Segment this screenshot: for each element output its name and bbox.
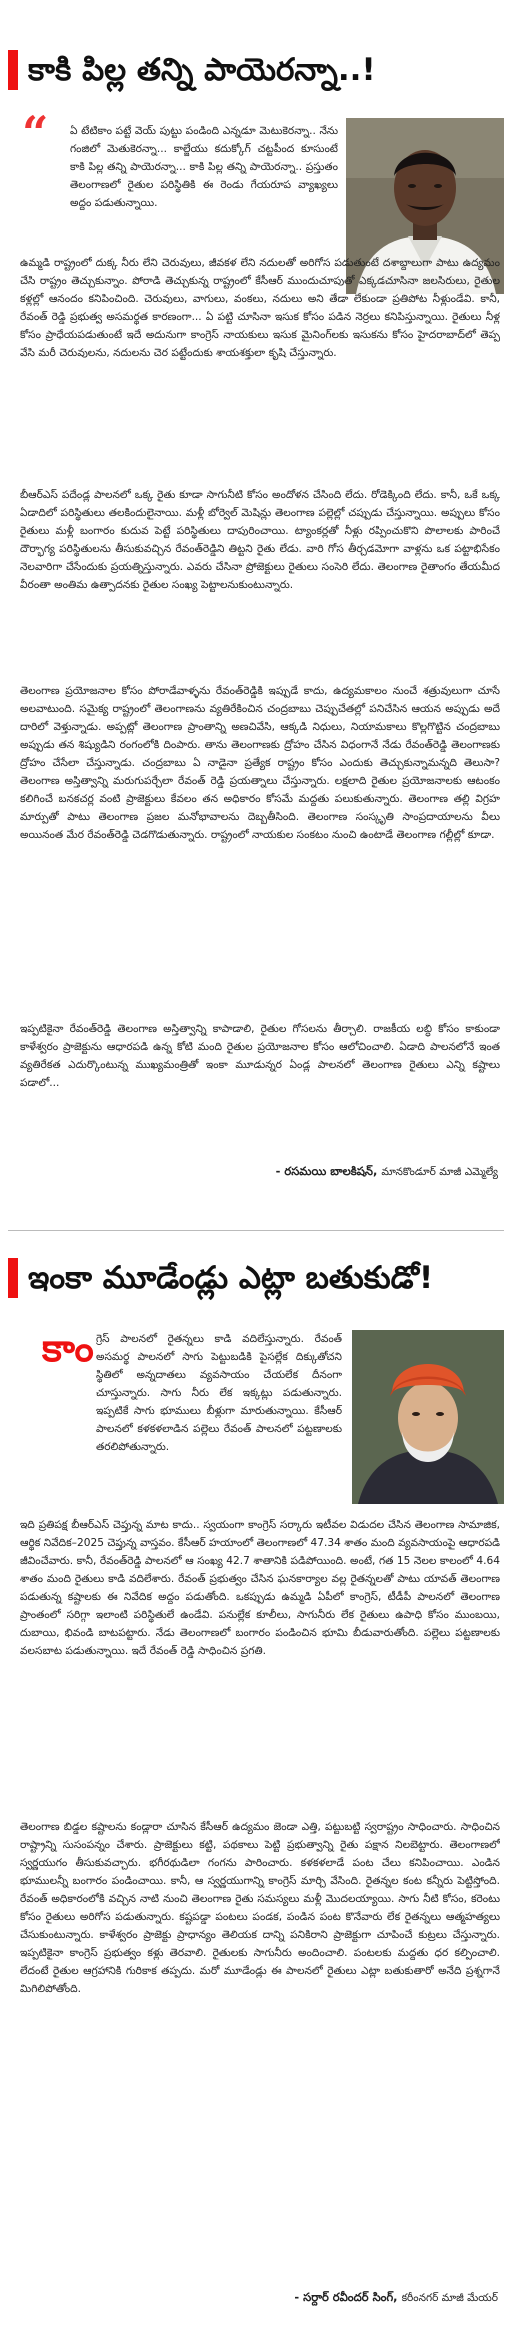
article-divider	[8, 1230, 504, 1231]
author-signature	[294, 2290, 498, 2307]
drop-cap: కాం	[42, 1326, 94, 1370]
headline-accent-bar	[8, 50, 18, 90]
headline-text: కాకి పిల్ల తన్ని పాయెరన్నా..!	[28, 52, 376, 88]
portrait-photo-icon	[352, 1330, 504, 1504]
article-paragraph: బీఆర్‌ఎస్ పదేండ్ల పాలనలో ఒక్క రైతు కూడా సాగునీటి కోసం అందోళన చేసింది లేదు. రోడెక్కింది లేదు. కానీ, ఒకే ఒక్క ఏడాదిలో పరిస్థితులు తలకిందులైనాయి. మళ్లీ బోర్వెల్ మెషిన్లు తెలంగాణ పల్లెల్లో చప్పుడు చేస్తున్నాయి. అప్పులు కోసం రైతులు మళ్లీ బంగారం కుదువ పెట్టే పరిస్థితులు దాపురించాయి. ట్యాంకర్లతో నీళ్లు రప్పించుకొని పొలాలకు పారించే దౌర్భాగ్య పరిస్థితులను తీసుకువచ్చిన రేవంత్‌రెడ్డిని తిట్టని రైతు లేడు. వారి గోస తీర్చడమోగా వాళ్లను ఒక పట్టాభిసేకం నెలవారిగా చేసేందుకు ప్రయత్నిస్తున్నారు. ఎవరు చేసినా ప్రోజెక్టులు రైతులు సంసెరి లేదు. తెలంగాణ రైతాంగం తేయమీద వీరంతా అంతిమ ఉత్పాదనకు రైతుల సంఖ్య పెట్టాలనుకుంటున్నారు.	[20, 489, 500, 591]
article-paragraph: ఇప్పటికైనా రేవంత్‌రెడ్డి తెలంగాణ అస్తిత్వాన్ని కాపాడాలి, రైతుల గోసలను తీర్చాలి. రాజకీయ లబ్ధి కోసం కాకుండా కాళేశ్వరం ప్రాజెక్టును ఆధారపడి ఉన్న కోటి మంది రైతుల ప్రయోజనాల కోసం ఆలోచించాలి. ఏడాది పాలనలోనే ఇంత వ్యతిరేకత ఎదుర్కొంటున్న ముఖ్యమంత్రితో ఇంకా మూడున్నర ఏండ్ల పాలనలో తెలంగాణ రైతులు ఎన్ని కష్టాలు పడాలో...	[20, 1023, 500, 1089]
opening-quote-mark: “	[22, 106, 49, 160]
headline-text: ఇంకా మూడేండ్లు ఎట్లా బతుకుడో!	[28, 1260, 434, 1296]
author-signature	[276, 1164, 498, 1181]
author-name: - సర్దార్ రవీందర్ సింగ్,	[294, 2290, 398, 2304]
article-headline	[8, 1256, 504, 1300]
article-headline	[8, 48, 504, 92]
author-role: కరీంనగర్ మాజీ మేయర్	[401, 2292, 498, 2304]
author-name: - రసమయి బాలకిషన్,	[275, 1164, 378, 1178]
headline-accent-bar	[8, 1258, 18, 1298]
article-intro: గ్రెస్ పాలనలో రైతన్నలు కాడి వదిలేస్తున్నారు. రేవంత్ అసమర్థ పాలనలో సాగు పెట్టుబడికి పైసల్లేక దిక్కుతోచని స్థితిలో అన్నదాతలు వ్యవసాయం చేయలేక దీనంగా చూస్తున్నారు. సాగు నీరు లేక ఇక్కట్లు పడుతున్నారు. ఇప్పటికే సాగు భూములు బీళ్లుగా మారుతున్నాయి. కేసీఆర్ పాలనలో కళకళలాడిన పల్లెలు రేవంత్ పాలనలో పట్టణాలకు తరలిపోతున్నారు.	[96, 1333, 342, 1453]
article-paragraph: తెలంగాణ బిడ్డల కష్టాలను కండ్లారా చూసిన కేసీఆర్ ఉద్యమం జెండా ఎత్తి, పట్టుబట్టి స్వరాష్ట్రం సాధించారు. సాధించిన రాష్ట్రాన్ని సుసంపన్నం చేశారు. ప్రాజెక్టులు కట్టి, పథకాలు పెట్టి ప్రభుత్వాన్ని రైతు పక్షాన నిలబెట్టారు. తెలంగాణలో స్వర్ణయుగం తీసుకువచ్చారు. భగీరథుడిలా గంగను పారించారు. కళకళలాడే పంట చేలు కనిపించాయి. ఎండిన భూములన్నీ బంగారం పండించాయి. కానీ, ఆ స్వర్ణయుగాన్ని కాంగ్రెస్ మార్చి వేసింది. రైతన్నల కంట కన్నీరు పెట్టిస్తోంది. రేవంత్ అధికారంలోకి వచ్చిన నాటి నుంచి తెలంగాణ రైతు సమస్యలు మళ్లీ మొదలయ్యాయి. సాగు నీటి కోసం, కరెంటు కోసం రైతులు అరిగోస పడుతున్నారు. కష్టపడ్డా పంటలు పండక, పండిన పంట కొనేవారు లేక రైతన్నలు ఆత్మహత్యలు చేసుకుంటున్నారు. కాళేశ్వరం ప్రాజెక్టు ప్రాధాన్యం తెలియక దాన్ని పనికిరాని ప్రాజెక్టుగా చూపించే కుట్రలు చేస్తున్నారు. ఇప్పటికైనా కాంగ్రెస్ ప్రభుత్వం కళ్లు తెరవాలి. రైతులకు సాగునీరు అందించాలి. పంటలకు మద్దతు ధర కల్పించాలి. లేదంటే రైతుల ఆగ్రహానికి గురికాక తప్పదు. మరో మూడేండ్లు ఈ పాలనలో రైతులు ఎట్లా బతుకుతారో అనేది ప్రశ్నగానే మిగిలిపోతోంది.	[20, 1821, 500, 1995]
article-paragraph: ఉమ్మడి రాష్ట్రంలో దుక్క నీరు లేని చెరువులు, జీవకళ లేని నదులతో అరిగోస పడుతుంటే దశాబ్దాలుగా పాటు ఉద్యమం చేసి రాష్ట్రం తెచ్చుకున్నాం. పోరాడి తెచ్చుకున్న రాష్ట్రంలో కేసీఆర్ ముందుచూపుతో ఎక్కడచూసినా జలసిరులు, రైతుల కళ్లల్లో ఆనందం కనిపించింది. చెరువులు, వాగులు, వంకలు, నదులు అని తేడా లేకుండా ప్రతిపోట నీళ్లుండేవి. కానీ, రేవంత్ రెడ్డి ప్రభుత్వ అసమర్థత కారణంగా... ఏ పట్టి చూసినా ఇసుక కోసం పడిన నెర్రలు కనిపిస్తున్నాయి. రైతులు నీళ్ల కోసం ప్రాధేయపడుతుంటే ఇదే అదునుగా కాంగ్రెస్ నాయకులు ఇసుక మైనింగ్‌లకు ఇసుకను కోసం హైదరాబాద్‌లో తెప్ప వేసి మరీ చెరువులను, నదులను చెర పట్టేందుకు శాయశక్తులా కృషి చేస్తున్నారు.	[20, 257, 500, 359]
article-paragraph: ఇది ప్రతిపక్ష బీఆర్‌ఎస్ చెప్తున్న మాట కాదు.. స్వయంగా కాంగ్రెస్ సర్కారు ఇటీవల విడుదల చేసిన తెలంగాణ సామాజిక, ఆర్థిక నివేదిక–2025 చెప్తున్న వాస్తవం. కేసీఆర్ హయాంలో తెలంగాణలో 47.34 శాతం మంది వ్యవసాయంపై ఆధారపడి జీవించేవారు. కానీ, రేవంత్‌రెడ్డి పాలనలో ఆ సంఖ్య 42.7 శాతానికి పడిపోయింది. అంటే, గత 15 నెలల కాలంలో 4.64 శాతం మంది రైతులు కాడి వదిలేశారు. రేవంత్ ప్రభుత్వం చేసిన ఘనకార్యాల వల్ల రైతన్నలతో పాటు యావత్ తెలంగాణ పడుతున్న కష్టాలకు ఈ నివేదిక అద్దం పడుతోంది. ఒకప్పుడు ఉమ్మడి ఏపీలో కాంగ్రెస్, టీడీపీ పాలనలో తెలంగాణ ప్రాంతంలో సరిగ్గా ఇలాంటి పరిస్థితులే ఉండేవి. పనుల్లేక కూలీలు, సాగునీరు లేక రైతులు ఉపాధి కోసం ముంబయి, దుబాయి, భివండి బాటపట్టారు. నేడు తెలంగాణలో బంగారం పండించిన భూమి బీడువారుతోంది. పల్లెలు పట్టణాలకు వలసబాట పడుతున్నాయి. ఇదే రేవంత్ రెడ్డి సాధించిన ప్రగతి.	[20, 1519, 500, 1657]
article-paragraph: తెలంగాణ ప్రయోజనాల కోసం పోరాడేవాళ్ళను రేవంత్‌రెడ్డికి ఇప్పుడే కాదు, ఉద్యమకాలం నుంచే శత్రువులుగా చూసే అలవాటుంది. సమైక్య రాష్ట్రంలో తెలంగాణను వ్యతిరేకించిన చంద్రబాబు చెప్పుచేతల్లో పనిచేసిన ఆయన అప్పుడు అదే దారిలో వెళ్తున్నాడు. అప్పట్లో తెలంగాణ ప్రాంతాన్ని అణచివేసి, ఆక్కడి నిధులు, నియామకాలు కొల్లగొట్టిన చంద్రబాబు అప్పుడు తన శిష్యుడిని రంగంలోకి దింపారు. తాను తెలంగాణకు ద్రోహం చేసిన విధంగానే నేడు రేవంత్‌రెడ్డి తెలంగాణకు ద్రోహం చేసేలా చేస్తున్నాడు. చంద్రబాబు ఏ నాడైనా ప్రత్యేక రాష్ట్రం కోసం ఎందుకు తెచ్చుకున్నామన్నది తెలుసా? తెలంగాణ అస్తిత్వాన్ని మరుగుపర్చేలా రేవంత్ రెడ్డి ప్రయత్నాలు చేస్తున్నారు. లక్షలాది రైతుల ప్రయోజనాలకు ఆటంకం కలిగించే బనకచర్ల వంటి ప్రాజెక్టులు కేవలం తన అధికారం కోసమే మద్దతు పలుకుతున్నారు. తెలంగాణ తల్లి విగ్రహ మార్పుతో పాటు తెలంగాణ ప్రజల మనోభావాలను దెబ్బతీసింది. తెలంగాణ సంస్కృతి సాంప్రదాయాలను వీలు అయినంత మేర రేవంత్‌రెడ్డి చెడగొడుతున్నారు. రాష్ట్రంలో నాయకుల సంకటం నుంచి ఉంటాడే తెలంగాణ గల్లీల్లో కూడా.	[20, 685, 500, 841]
author-role: మానకొండూర్ మాజీ ఎమ్మెల్యే	[381, 1166, 498, 1178]
article-intro: ఏ టేటికాం పట్టే వెయ్ పుట్టు పండింది ఎన్నడూ మెటుకెరన్నా.. నేను గంజిలో మెతుకెరన్నా... కాల్జేయు కదుక్కోగ్ చట్టపీంద కూసుంటే కాకి పిల్ల తన్ని పాయెరన్నా... కాకి పిల్ల తన్ని పాయెరన్నా.. ప్రస్తుతం తెలంగాణలో రైతుల పరిస్థితికి ఈ రెండు గేయరూప వ్యాఖ్యలు అద్దం పడుతున్నాయి.	[70, 125, 338, 209]
author-photo	[352, 1330, 504, 1504]
